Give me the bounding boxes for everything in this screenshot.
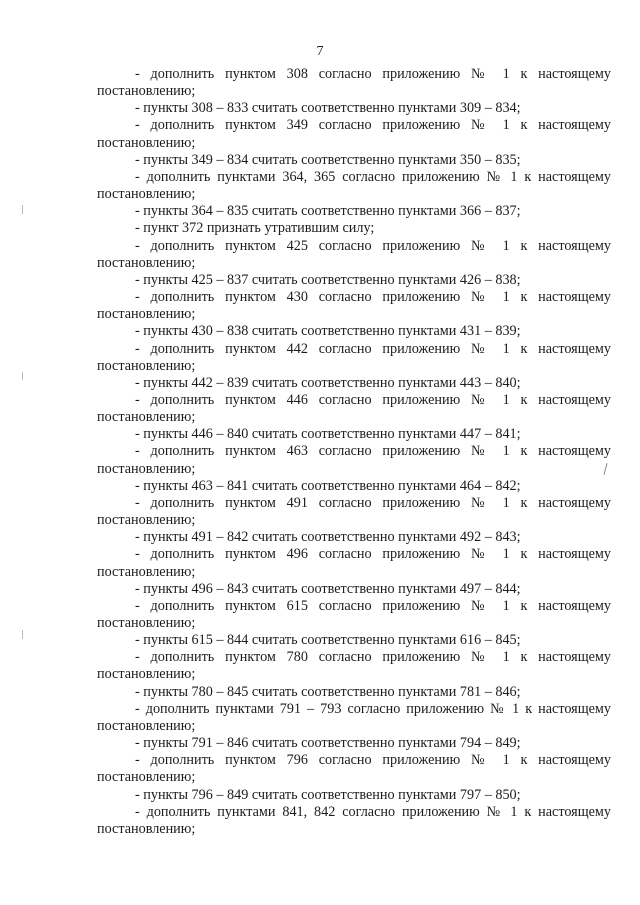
list-item: - пункты 364 – 835 считать соответственно пунктами 366 – 837;: [135, 203, 521, 220]
list-item: - дополнить пунктом 442 согласно приложению № 1 к настоящему постановлению;: [97, 340, 611, 374]
amendments-list: [97, 66, 611, 838]
list-item: - дополнить пунктом 780 согласно приложению № 1 к настоящему постановлению;: [97, 649, 611, 683]
list-item: - пункты 491 – 842 считать соответственно пунктами 492 – 843;: [135, 529, 521, 546]
list-item: - пункты 615 – 844 считать соответственно пунктами 616 – 845;: [135, 632, 521, 649]
list-item: - дополнить пунктом 308 согласно приложению № 1 к настоящему постановлению;: [97, 66, 611, 100]
list-item: - дополнить пунктом 496 согласно приложению № 1 к настоящему постановлению;: [97, 546, 611, 580]
list-item: - дополнить пунктом 615 согласно приложению № 1 к настоящему постановлению;: [97, 597, 611, 631]
list-item: - дополнить пунктом 425 согласно приложению № 1 к настоящему постановлению;: [97, 237, 611, 271]
list-item: - пункты 796 – 849 считать соответственно пунктами 797 – 850;: [135, 786, 521, 803]
list-item: - пункты 349 – 834 считать соответственно пунктами 350 – 835;: [135, 151, 521, 168]
list-item: - пункты 430 – 838 считать соответственно пунктами 431 – 839;: [135, 323, 521, 340]
scan-artifact: [22, 372, 23, 380]
list-item: - дополнить пунктами 364, 365 согласно приложению № 1 к настоящему постановлению;: [97, 168, 611, 203]
list-item: - пункт 372 признать утратившим силу;: [135, 220, 375, 237]
list-item: - пункты 308 – 833 считать соответственно пунктами 309 – 834;: [135, 100, 521, 117]
list-item: - дополнить пунктом 349 согласно приложению № 1 к настоящему постановлению;: [97, 117, 611, 151]
list-item: - пункты 446 – 840 считать соответственно пунктами 447 – 841;: [135, 426, 521, 443]
list-item: - дополнить пунктами 841, 842 согласно приложению № 1 к настоящему постановлению;: [97, 803, 611, 837]
list-item: - дополнить пунктами 791 – 793 согласно приложению № 1 к настоящему постановлению;: [97, 700, 611, 734]
page-number: 7: [316, 44, 324, 59]
list-item: - пункты 496 – 843 считать соответственно пунктами 497 – 844;: [135, 580, 521, 597]
list-item: - дополнить пунктом 796 согласно приложению № 1 к настоящему постановлению;: [97, 752, 611, 786]
list-item: - дополнить пунктом 491 согласно приложению № 1 к настоящему постановлению;: [97, 494, 611, 529]
scan-artifact: [22, 630, 23, 639]
list-item: - пункты 425 – 837 считать соответственно пунктами 426 – 838;: [135, 271, 521, 288]
list-item: - пункты 791 – 846 считать соответственно пунктами 794 – 849;: [135, 735, 521, 752]
list-item: - пункты 442 – 839 считать соответственно пунктами 443 – 840;: [135, 374, 521, 391]
list-item: - дополнить пунктом 446 согласно приложению № 1 к настоящему постановлению;: [97, 391, 611, 426]
list-item: - пункты 463 – 841 считать соответственно пунктами 464 – 842;: [135, 477, 521, 494]
list-item: - дополнить пунктом 463 согласно приложению № 1 к настоящему постановлению;: [97, 443, 611, 477]
scan-artifact: [22, 205, 23, 214]
list-item: - дополнить пунктом 430 согласно приложению № 1 к настоящему постановлению;: [97, 289, 611, 323]
list-item: - пункты 780 – 845 считать соответственно пунктами 781 – 846;: [135, 683, 521, 700]
